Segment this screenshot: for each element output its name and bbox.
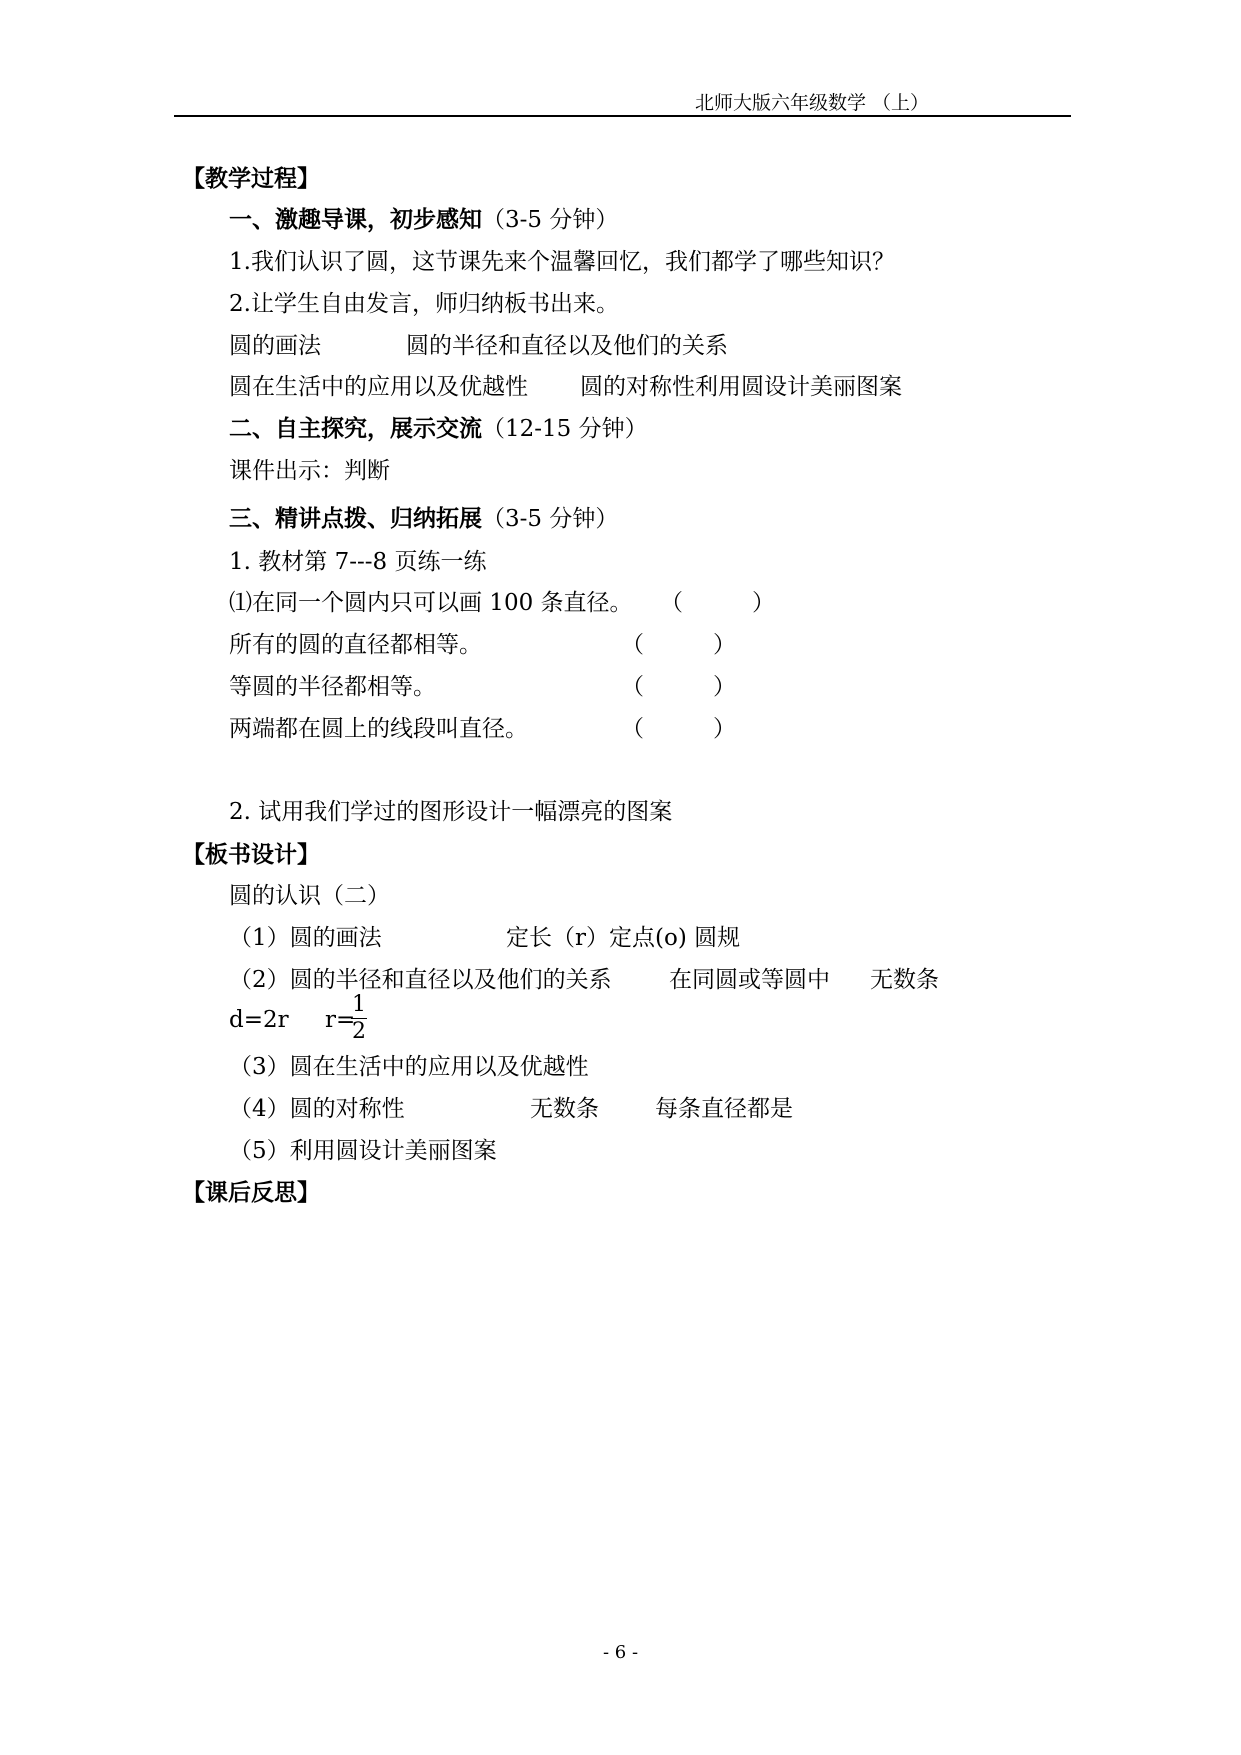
section-board-design: 【板书设计】 bbox=[182, 841, 320, 868]
section-reflection: 【课后反思】 bbox=[182, 1179, 320, 1206]
part3-line-1: 1. 教材第 7---8 页练一练 bbox=[229, 549, 487, 575]
board-item-1-label: （1）圆的画法 bbox=[229, 925, 382, 951]
judgement-3-blank: （ ） bbox=[621, 674, 736, 700]
board-item-4-label: （4）圆的对称性 bbox=[229, 1096, 405, 1122]
board-item-1-detail: 定长（r）定点(o) 圆规 bbox=[506, 925, 741, 951]
judgement-3-text: 等圆的半径都相等。 bbox=[229, 674, 436, 700]
fraction-numerator: 1 bbox=[352, 992, 366, 1017]
board-item-5: （5）利用圆设计美丽图案 bbox=[229, 1138, 497, 1164]
board-item-4-detail-2: 每条直径都是 bbox=[655, 1096, 793, 1122]
part2-title: 二、自主探究，展示交流 bbox=[229, 415, 482, 442]
part1-title: 一、激趣导课，初步感知 bbox=[229, 206, 482, 233]
board-item-2-detail-2: 无数条 bbox=[870, 967, 939, 993]
recall-item-application: 圆在生活中的应用以及优越性 bbox=[229, 374, 528, 400]
judgement-4-blank: （ ） bbox=[621, 716, 736, 742]
judgement-1-blank: （ ） bbox=[660, 590, 775, 616]
board-item-3: （3）圆在生活中的应用以及优越性 bbox=[229, 1054, 589, 1080]
board-title: 圆的认识（二） bbox=[229, 883, 390, 909]
fraction-denominator: 2 bbox=[352, 1019, 366, 1044]
page-number: - 6 - bbox=[602, 1642, 639, 1663]
part3-title: 三、精讲点拨、归纳拓展 bbox=[229, 505, 482, 532]
part1-time: （3-5 分钟） bbox=[482, 207, 619, 233]
formula-fraction bbox=[351, 992, 367, 1044]
header-rule bbox=[174, 115, 1071, 117]
part3-heading bbox=[229, 500, 618, 533]
board-item-2-detail-1: 在同圆或等圆中 bbox=[669, 967, 830, 993]
judgement-1-text: ⑴在同一个圆内只可以画 100 条直径。 bbox=[229, 590, 633, 616]
part2-line-1: 课件出示：判断 bbox=[229, 458, 390, 484]
recall-item-drawing: 圆的画法 bbox=[229, 333, 321, 359]
judgement-4-text: 两端都在圆上的线段叫直径。 bbox=[229, 716, 528, 742]
running-header: 北师大版六年级数学 （上） bbox=[694, 92, 929, 114]
judgement-2-text: 所有的圆的直径都相等。 bbox=[229, 632, 482, 658]
section-teaching-process: 【教学过程】 bbox=[182, 165, 320, 192]
formula-r: r= bbox=[325, 1007, 356, 1033]
part1-line-1: 1.我们认识了圆，这节课先来个温馨回忆，我们都学了哪些知识？ bbox=[229, 249, 895, 275]
board-item-2-label: （2）圆的半径和直径以及他们的关系 bbox=[229, 967, 612, 993]
part1-line-2: 2.让学生自由发言，师归纳板书出来。 bbox=[229, 291, 619, 317]
board-item-4-detail-1: 无数条 bbox=[530, 1096, 599, 1122]
formula-d: d=2r bbox=[229, 1007, 289, 1033]
part3-time: （3-5 分钟） bbox=[482, 506, 619, 532]
part1-heading bbox=[229, 201, 618, 234]
recall-item-radius-diameter: 圆的半径和直径以及他们的关系 bbox=[406, 333, 728, 359]
part2-time: （12-15 分钟） bbox=[482, 416, 648, 442]
part2-heading bbox=[229, 410, 648, 443]
recall-item-symmetry: 圆的对称性利用圆设计美丽图案 bbox=[580, 374, 902, 400]
part3-last-line: 2. 试用我们学过的图形设计一幅漂亮的图案 bbox=[229, 799, 673, 825]
judgement-2-blank: （ ） bbox=[621, 632, 736, 658]
